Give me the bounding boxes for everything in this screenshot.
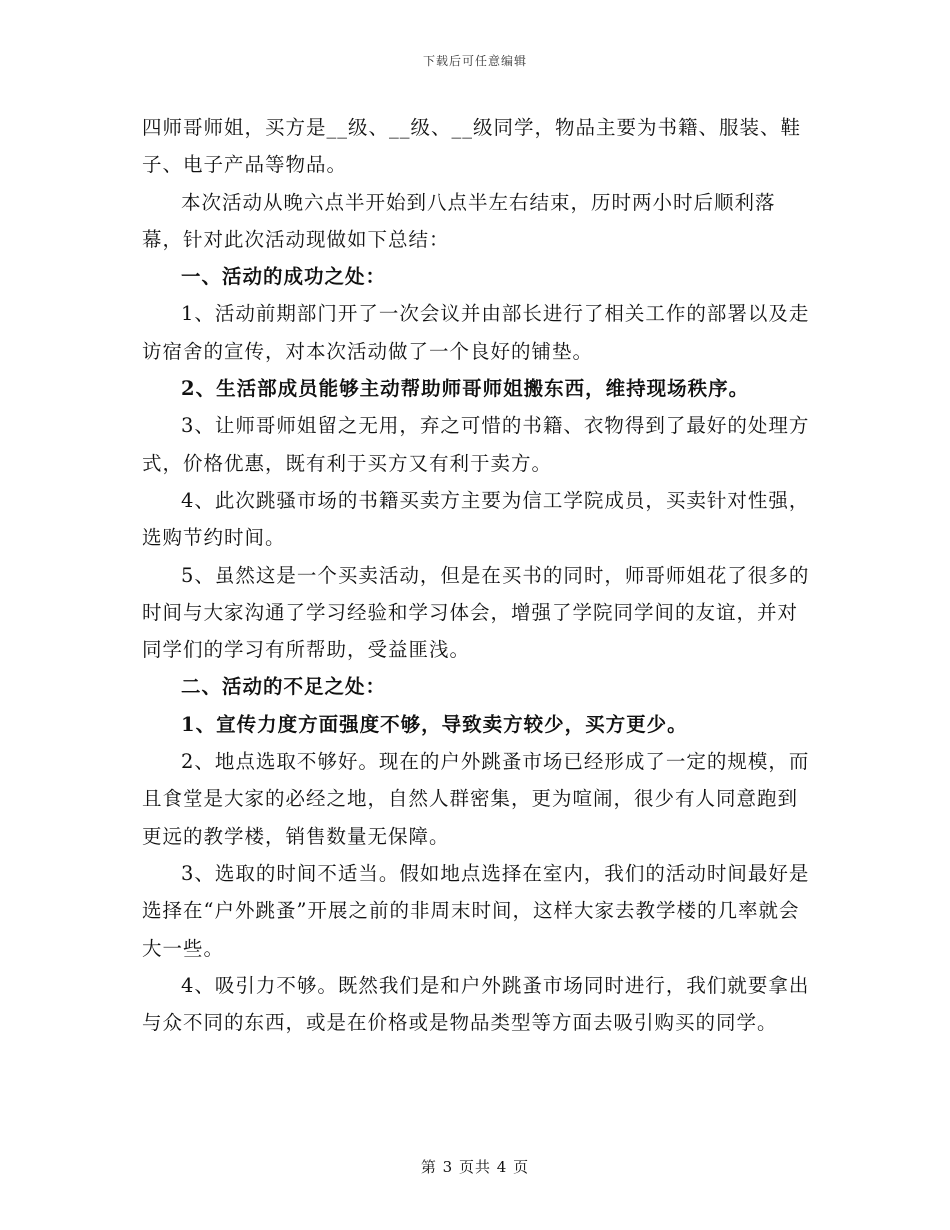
success-item-2: 2、生活部成员能够主动帮助师哥师姐搬东西，维持现场秩序。	[181, 377, 750, 401]
shortcoming-item-3: 3、选取的时间不适当。假如地点选择在室内，我们的活动时间最好是选择在“户外跳蚤”开展之前的非周末时间，这样大家去教学楼的几率就会大一些。	[142, 861, 810, 960]
document-body	[142, 109, 810, 1041]
success-item-1: 1、活动前期部门开了一次会议并由部长进行了相关工作的部署以及走访宿舍的宣传，对本次活动做了一个良好的铺垫。	[142, 302, 810, 363]
shortcoming-item-2: 2、地点选取不够好。现在的户外跳蚤市场已经形成了一定的规模，而且食堂是大家的必经之地，自然人群密集，更为喧闹，很少有人同意跑到更远的教学楼，销售数量无保障。	[142, 750, 810, 848]
shortcoming-item-4: 4、吸引力不够。既然我们是和户外跳蚤市场同时进行，我们就要拿出与众不同的东西，或是在价格或是物品类型等方面去吸引购买的同学。	[142, 973, 810, 1035]
paragraph-1: 四师哥师姐，买方是__级、__级、__级同学，物品主要为书籍、服装、鞋子、电子产品等物品。	[142, 116, 802, 177]
success-item-3: 3、让师哥师姐留之无用，弃之可惜的书籍、衣物得到了最好的处理方式，价格优惠，既有利于买方又有利于卖方。	[142, 414, 810, 475]
success-item-4: 4、此次跳骚市场的书籍买卖方主要为信工学院成员，买卖针对性强，选购节约时间。	[142, 488, 810, 550]
page-footer: 第 3 页共 4 页	[420, 1158, 530, 1176]
page-header: 下载后可任意编辑	[422, 54, 527, 68]
success-item-5: 5、虽然这是一个买卖活动，但是在买书的同时，师哥师姐花了很多的时间与大家沟通了学习经验和学习体会，增强了学院同学间的友谊，并对同学们的学习有所帮助，受益匪浅。	[142, 563, 810, 662]
paragraph-2: 本次活动从晚六点半开始到八点半左右结束，历时两小时后顺利落幕，针对此次活动现做如下总结：	[142, 190, 776, 251]
shortcoming-item-1: 1、宣传力度方面强度不够，导致卖方较少，买方更少。	[181, 712, 688, 736]
section-heading-shortcomings: 二、活动的不足之处：	[181, 675, 387, 699]
section-heading-success: 一、活动的成功之处：	[181, 265, 387, 289]
